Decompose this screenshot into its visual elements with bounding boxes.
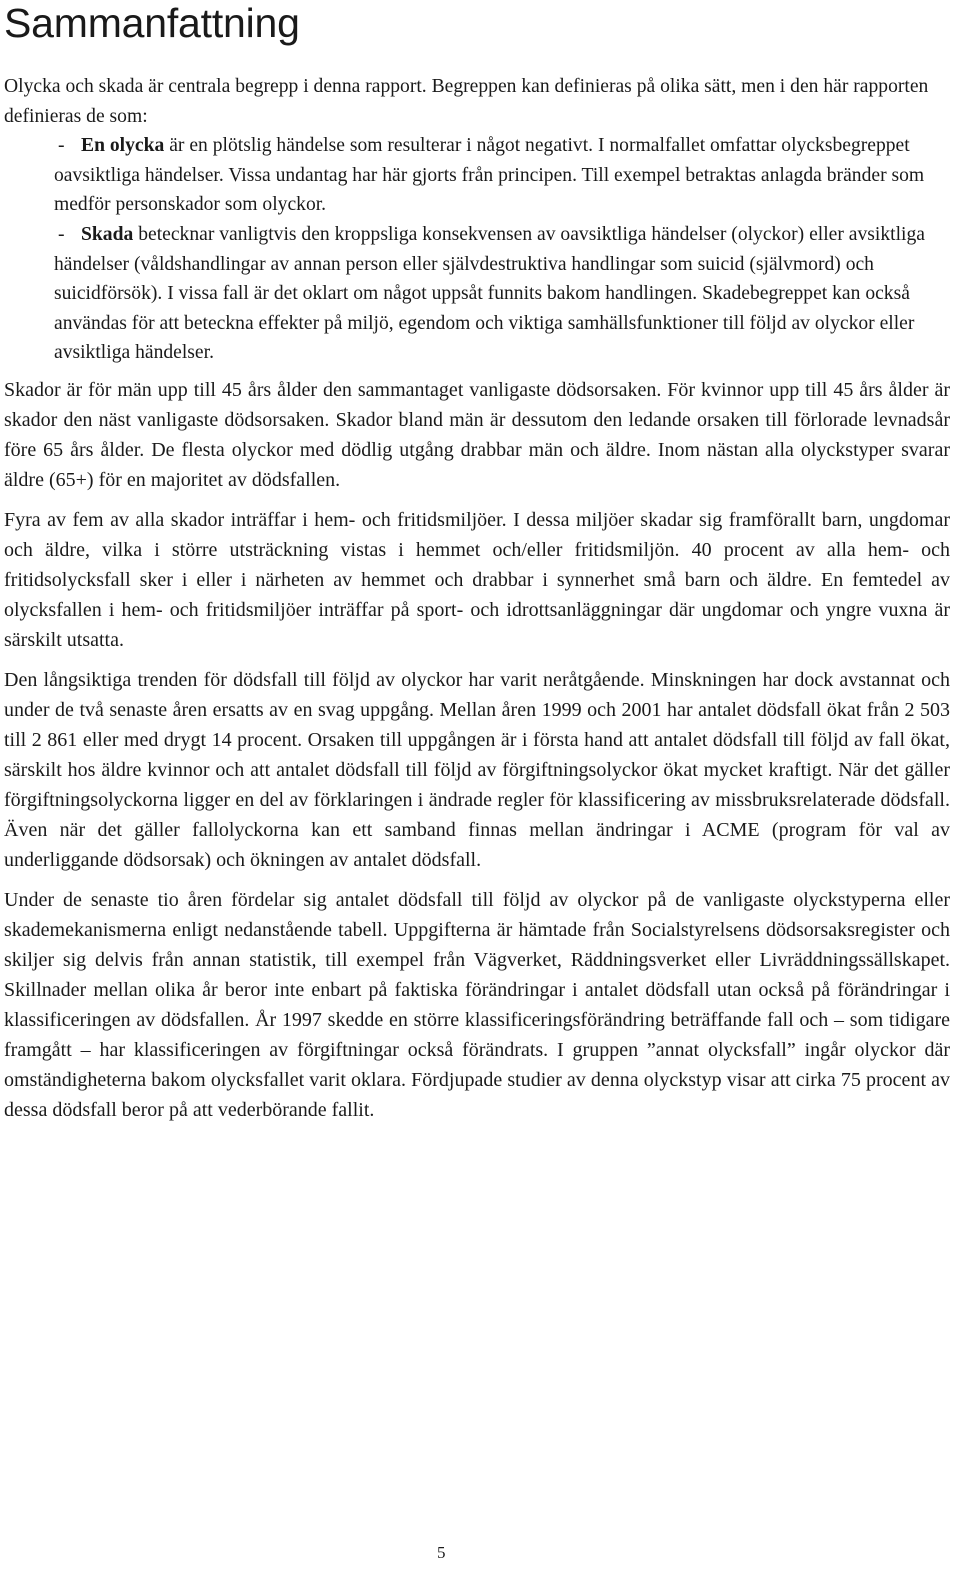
definition-body xyxy=(54,131,950,220)
intro-paragraph: Olycka och skada är centrala begrepp i denna rapport. Begreppen kan definieras på olika sätt, men i den här rapporten definieras de som: xyxy=(4,76,929,127)
body-paragraph-distribution: Under de senaste tio åren fördelar sig antalet dödsfall till följd av olyckor på de vanligaste olyckstyperna eller skademekanismerna enligt nedanstående tabell. Uppgifterna är hämtade från Socialstyrelsens dödsorsaksregister och skiljer sig delvis från annan statistik, till exempel från Vägverket, Räddningsverket eller Livräddningssällskapet. Skillnader mellan olika år beror inte enbart på faktiska förändringar i antalet dödsfall utan också på förändringar i klassificeringen av dödsfallen. År 1997 skedde en större klassificeringsförändring beträffande fall och – som tidigare framgått – har klassificeringen av förgiftningar också förändrats. I gruppen ”annat olycksfall” ingår olyckor där omständigheterna bakom olycksfallet varit oklara. Fördjupade studier av denna olyckstyp visar att cirka 75 procent av dessa dödsfall beror på att vederbörande fallit. xyxy=(4,888,950,1121)
definition-item-olycka xyxy=(4,131,950,220)
body-paragraph-mortality: Skador är för män upp till 45 års ålder den sammantaget vanligaste dödsorsaken. För kvinnor upp till 45 års ålder är skador den näst vanligaste dödsorsaken. Skador bland män är dessutom den ledande orsaken till förlorade levnadsår före 65 års ålder. De flesta olyckor med dödlig utgång drabbar män och äldre. Inom nästan alla olyckstyper svarar äldre (65+) för en majoritet av dödsfallen. xyxy=(4,378,950,491)
body-paragraph-home-leisure: Fyra av fem av alla skador inträffar i hem- och fritidsmiljöer. I dessa miljöer skadar sig framförallt barn, ungdomar och äldre, vilka i större utsträckning vistas i hemmet och/eller fritidsmiljön. 40 procent av alla hem- och fritidsolycksfall sker i eller i närheten av hemmet och drabbar i synnerhet små barn och äldre. En femtedel av olycksfallen i hem- och fritidsmiljöer inträffar på sport- och idrottsanläggningar där ungdomar och yngre vuxna är särskilt utsatta. xyxy=(4,508,950,651)
definition-body xyxy=(54,220,950,368)
definition-list xyxy=(4,131,950,368)
page-title: Sammanfattning xyxy=(4,0,300,46)
page-number: 5 xyxy=(437,1543,446,1562)
definition-text: betecknar vanligtvis den kroppsliga konsekvensen av oavsiktliga händelser (olyckor) eller avsiktliga händelser (våldshandlingar av annan person eller självdestruktiva handlingar som suicid (självmord) och suicidförsök). I vissa fall är det oklart om något uppsåt funnits bakom handlingen. Skadebegreppet kan också användas för att beteckna effekter på miljö, egendom och viktiga samhällsfunktioner till följd av olyckor eller avsiktliga händelser. xyxy=(54,223,925,364)
definition-term: Skada xyxy=(81,223,134,245)
list-dash: - xyxy=(58,223,65,245)
document-page xyxy=(4,0,950,1125)
definition-item-skada xyxy=(4,220,950,368)
list-dash: - xyxy=(58,135,65,157)
definition-text: är en plötslig händelse som resulterar i något negativt. I normalfallet omfattar olycksbegreppet oavsiktliga händelser. Vissa undantag har här gjorts från principen. Till exempel betraktas anlagda bränder som medför personskador som olyckor. xyxy=(54,135,925,216)
definition-term: En olycka xyxy=(81,135,165,157)
body-paragraph-trend: Den långsiktiga trenden för dödsfall till följd av olyckor har varit neråtgående. Minskningen har dock avstannat och under de två senaste åren ersatts av en svag uppgång. Mellan åren 1999 och 2001 har antalet dödsfall ökat från 2 503 till 2 861 eller med drygt 14 procent. Orsaken till uppgången är i första hand att antalet dödsfall till följd av fall ökat, särskilt hos äldre kvinnor och att antalet dödsfall till följd av förgiftningsolyckor ökat mycket kraftigt. När det gäller förgiftningsolyckorna ligger en del av förklaringen i ändrade regler för klassificering av missbruksrelaterade dödsfall. Även när det gäller fallolyckorna kan ett samband finnas mellan ändringar i ACME (program för val av underliggande dödsorsak) och ökningen av antalet dödsfall. xyxy=(4,668,950,871)
